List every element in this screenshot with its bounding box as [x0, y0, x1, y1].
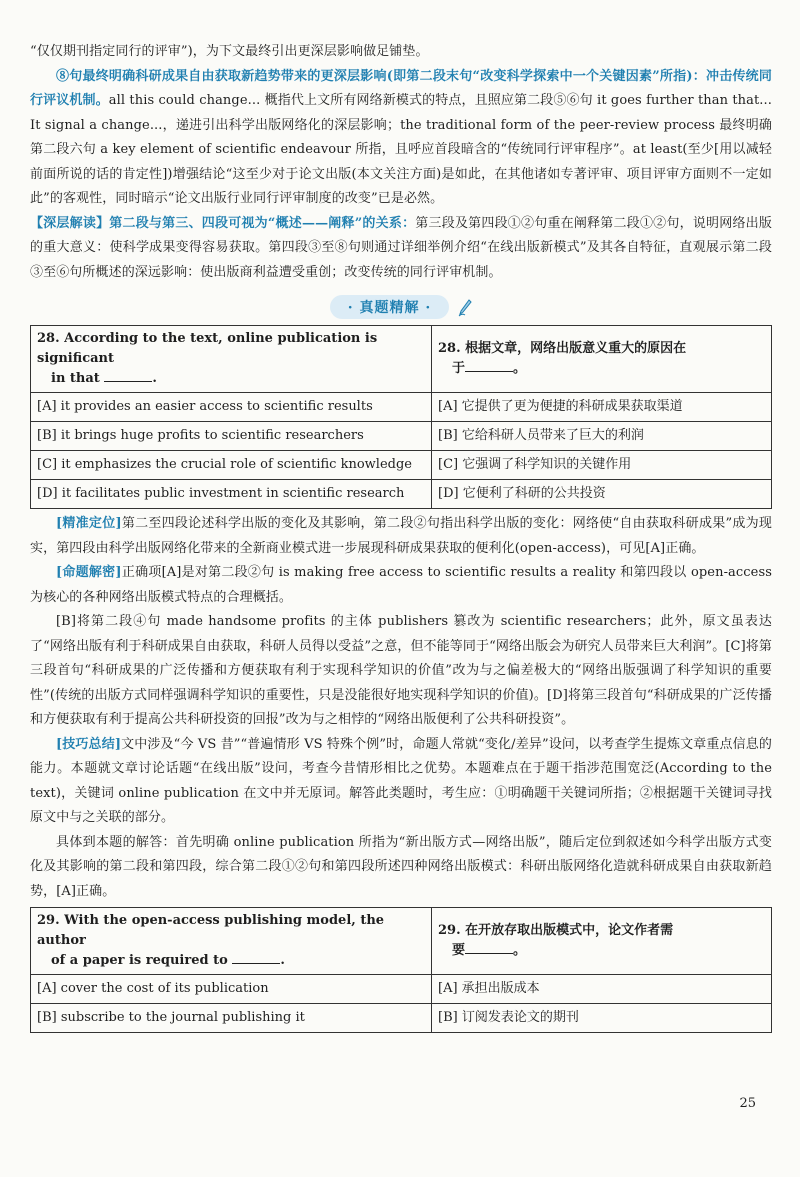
option-cn: [B] 订阅发表论文的期刊	[432, 1004, 772, 1033]
option-cn: [A] 它提供了更为便捷的科研成果获取渠道	[432, 393, 772, 422]
question-29-stem-row	[31, 908, 772, 975]
question-29-stem-en: 29. With the open-access publishing model, the author of a paper is required to .	[31, 908, 432, 975]
paragraph-3-text: 第三段及第四段①②句重在阐释第二段①②句，说明网络出版的重大意义：使科学成果变得容易获取。第四段③至⑧句则通过详细举例介绍“在线出版新模式”及其各自特征，直观展示第二段③至⑥句所概述的深远影响：使出版商利益遭受重创；改变传统的同行评审机制。	[30, 215, 772, 280]
option-en: [A] cover the cost of its publication	[31, 975, 432, 1004]
option-row	[31, 975, 772, 1004]
answer-blank	[104, 369, 152, 382]
paragraph-6: [B]将第二段④句 made handsome profits 的主体 publishers 篡改为 scientific researchers；此外，原文虽表达了“网络出版有利于科研成果自由获取，科研人员得以受益”之意，但不能等同于“网络出版会为研究人员带来巨大利润”。[C]将第三段首句“科研成果的广泛传播和方便获取有利于实现科学知识的价值”改为与之偏差极大的“网络出版强调了科学知识的重要性”(传统的出版方式同样强调科学知识的重要性，只是没能很好地实现科学知识的价值)。[D]将第三段首句“科研成果的广泛传播和方便获取有利于提高公共科研投资的回报”改为与之相悖的“网络出版便利了公共科研投资”。	[30, 614, 772, 727]
page-number: 25	[739, 1096, 756, 1111]
precise-location-label: [精准定位]	[56, 516, 122, 531]
option-row	[31, 393, 772, 422]
option-en: [B] subscribe to the journal publishing it	[31, 1004, 432, 1033]
option-row	[31, 480, 772, 509]
option-cn: [B] 它给科研人员带来了巨大的利润	[432, 422, 772, 451]
option-en: [B] it brings huge profits to scientific researchers	[31, 422, 432, 451]
paragraph-3	[30, 212, 772, 286]
skill-summary-label: [技巧总结]	[56, 736, 122, 752]
deep-reading-label: 【深层解读】第二段与第三、四段可视为“概述——阐释”的关系：	[30, 215, 416, 231]
option-row	[31, 422, 772, 451]
question-28-stem-row	[31, 326, 772, 393]
question-28-stem-cn: 28. 根据文章，网络出版意义重大的原因在 于 。	[432, 326, 772, 393]
paragraph-8: 具体到本题的解答：首先明确 online publication 所指为“新出版方式—网络出版”，随后定位到叙述如今科学出版方式变化及其影响的第二段和第四段，综合第二段①②句和第四段所述四种网络出版模式：科研出版网络化造就科研成果自由获取新趋势，[A]正确。	[30, 834, 772, 899]
section-heading: · 真题精解 ·	[330, 295, 450, 319]
option-cn: [D] 它便利了科研的公共投资	[432, 480, 772, 509]
option-cn: [A] 承担出版成本	[432, 975, 772, 1004]
question-29-table	[30, 907, 772, 1033]
option-en: [D] it facilitates public investment in scientific research	[31, 480, 432, 509]
question-29-stem-cn: 29. 在开放存取出版模式中，论文作者需 要 。	[432, 908, 772, 975]
option-row	[31, 1004, 772, 1033]
option-en: [C] it emphasizes the crucial role of scientific knowledge	[31, 451, 432, 480]
paragraph-2-text: all this could change... 概指代上文所有网络新模式的特点，且照应第二段⑤⑥句 it goes further than that... It signal a change...，递进引出科学出版网络化的深层影响；the traditional form of the peer-review process 最终明确第二段六句 a key element of scientific endeavour 所指，且呼应首段暗含的“传统同行评审程序”。at least(至少[用以减轻前面所说的话的肯定性])增强结论“这至少对于论文出版(本文关注方面)是如此，在其他诸如专著评审、项目评审方面则不一定如此”的客观性，同时暗示“论文出版行业同行评审制度的改变”已是必然。	[30, 93, 772, 206]
paragraph-4: [精准定位]第二至四段论述科学出版的变化及其影响，第二段②句指出科学出版的变化：网络使“自由获取科研成果”成为现实，第四段由科学出版网络化带来的全新商业模式进一步展现科研成果获取的便利化(open-access)，可见[A]正确。	[30, 516, 772, 556]
paragraph-2	[30, 65, 772, 212]
question-28-table	[30, 325, 772, 509]
answer-blank	[232, 951, 280, 964]
paragraph-2-highlight: ⑧句最终明确科研成果自由获取新趋势带来的更深层影响(即第二段末句“改变科学探索中一个关键因素”所指)：冲击传统同行评议机制。	[30, 68, 772, 108]
paragraph-5: [命题解密]正确项[A]是对第二段②句 is making free access to scientific results a reality 和第四段以 open-access 为核心的各种网络出版模式特点的合理概括。	[30, 565, 773, 605]
answer-blank	[465, 941, 513, 954]
section-heading-wrap	[30, 295, 772, 319]
option-cn: [C] 它强调了科学知识的关键作用	[432, 451, 772, 480]
page-body	[30, 40, 772, 1033]
question-28-stem-en: 28. According to the text, online publication is significant in that .	[31, 326, 432, 393]
paragraph-1: “仅仅期刊指定同行的评审”)，为下文最终引出更深层影响做足铺垫。	[30, 44, 429, 59]
answer-blank	[465, 359, 513, 372]
paragraph-7: [技巧总结]文中涉及“今 VS 昔”“普遍情形 VS 特殊个例”时，命题人常就“变化/差异”设问，以考查学生提炼文章重点信息的能力。本题就文章讨论话题“在线出版”设问，考查今昔情形相比之优势。本题难点在于题干指涉范围宽泛(According to the text)，关键词 online publication 在文中并无原词。解答此类题时，考生应：①明确题干关键词所指；②根据题干关键词寻找原文中与之关联的部分。	[30, 736, 773, 825]
option-en: [A] it provides an easier access to scientific results	[31, 393, 432, 422]
option-row	[31, 451, 772, 480]
pen-icon	[458, 299, 472, 317]
question-analysis-label: [命题解密]	[56, 565, 122, 580]
